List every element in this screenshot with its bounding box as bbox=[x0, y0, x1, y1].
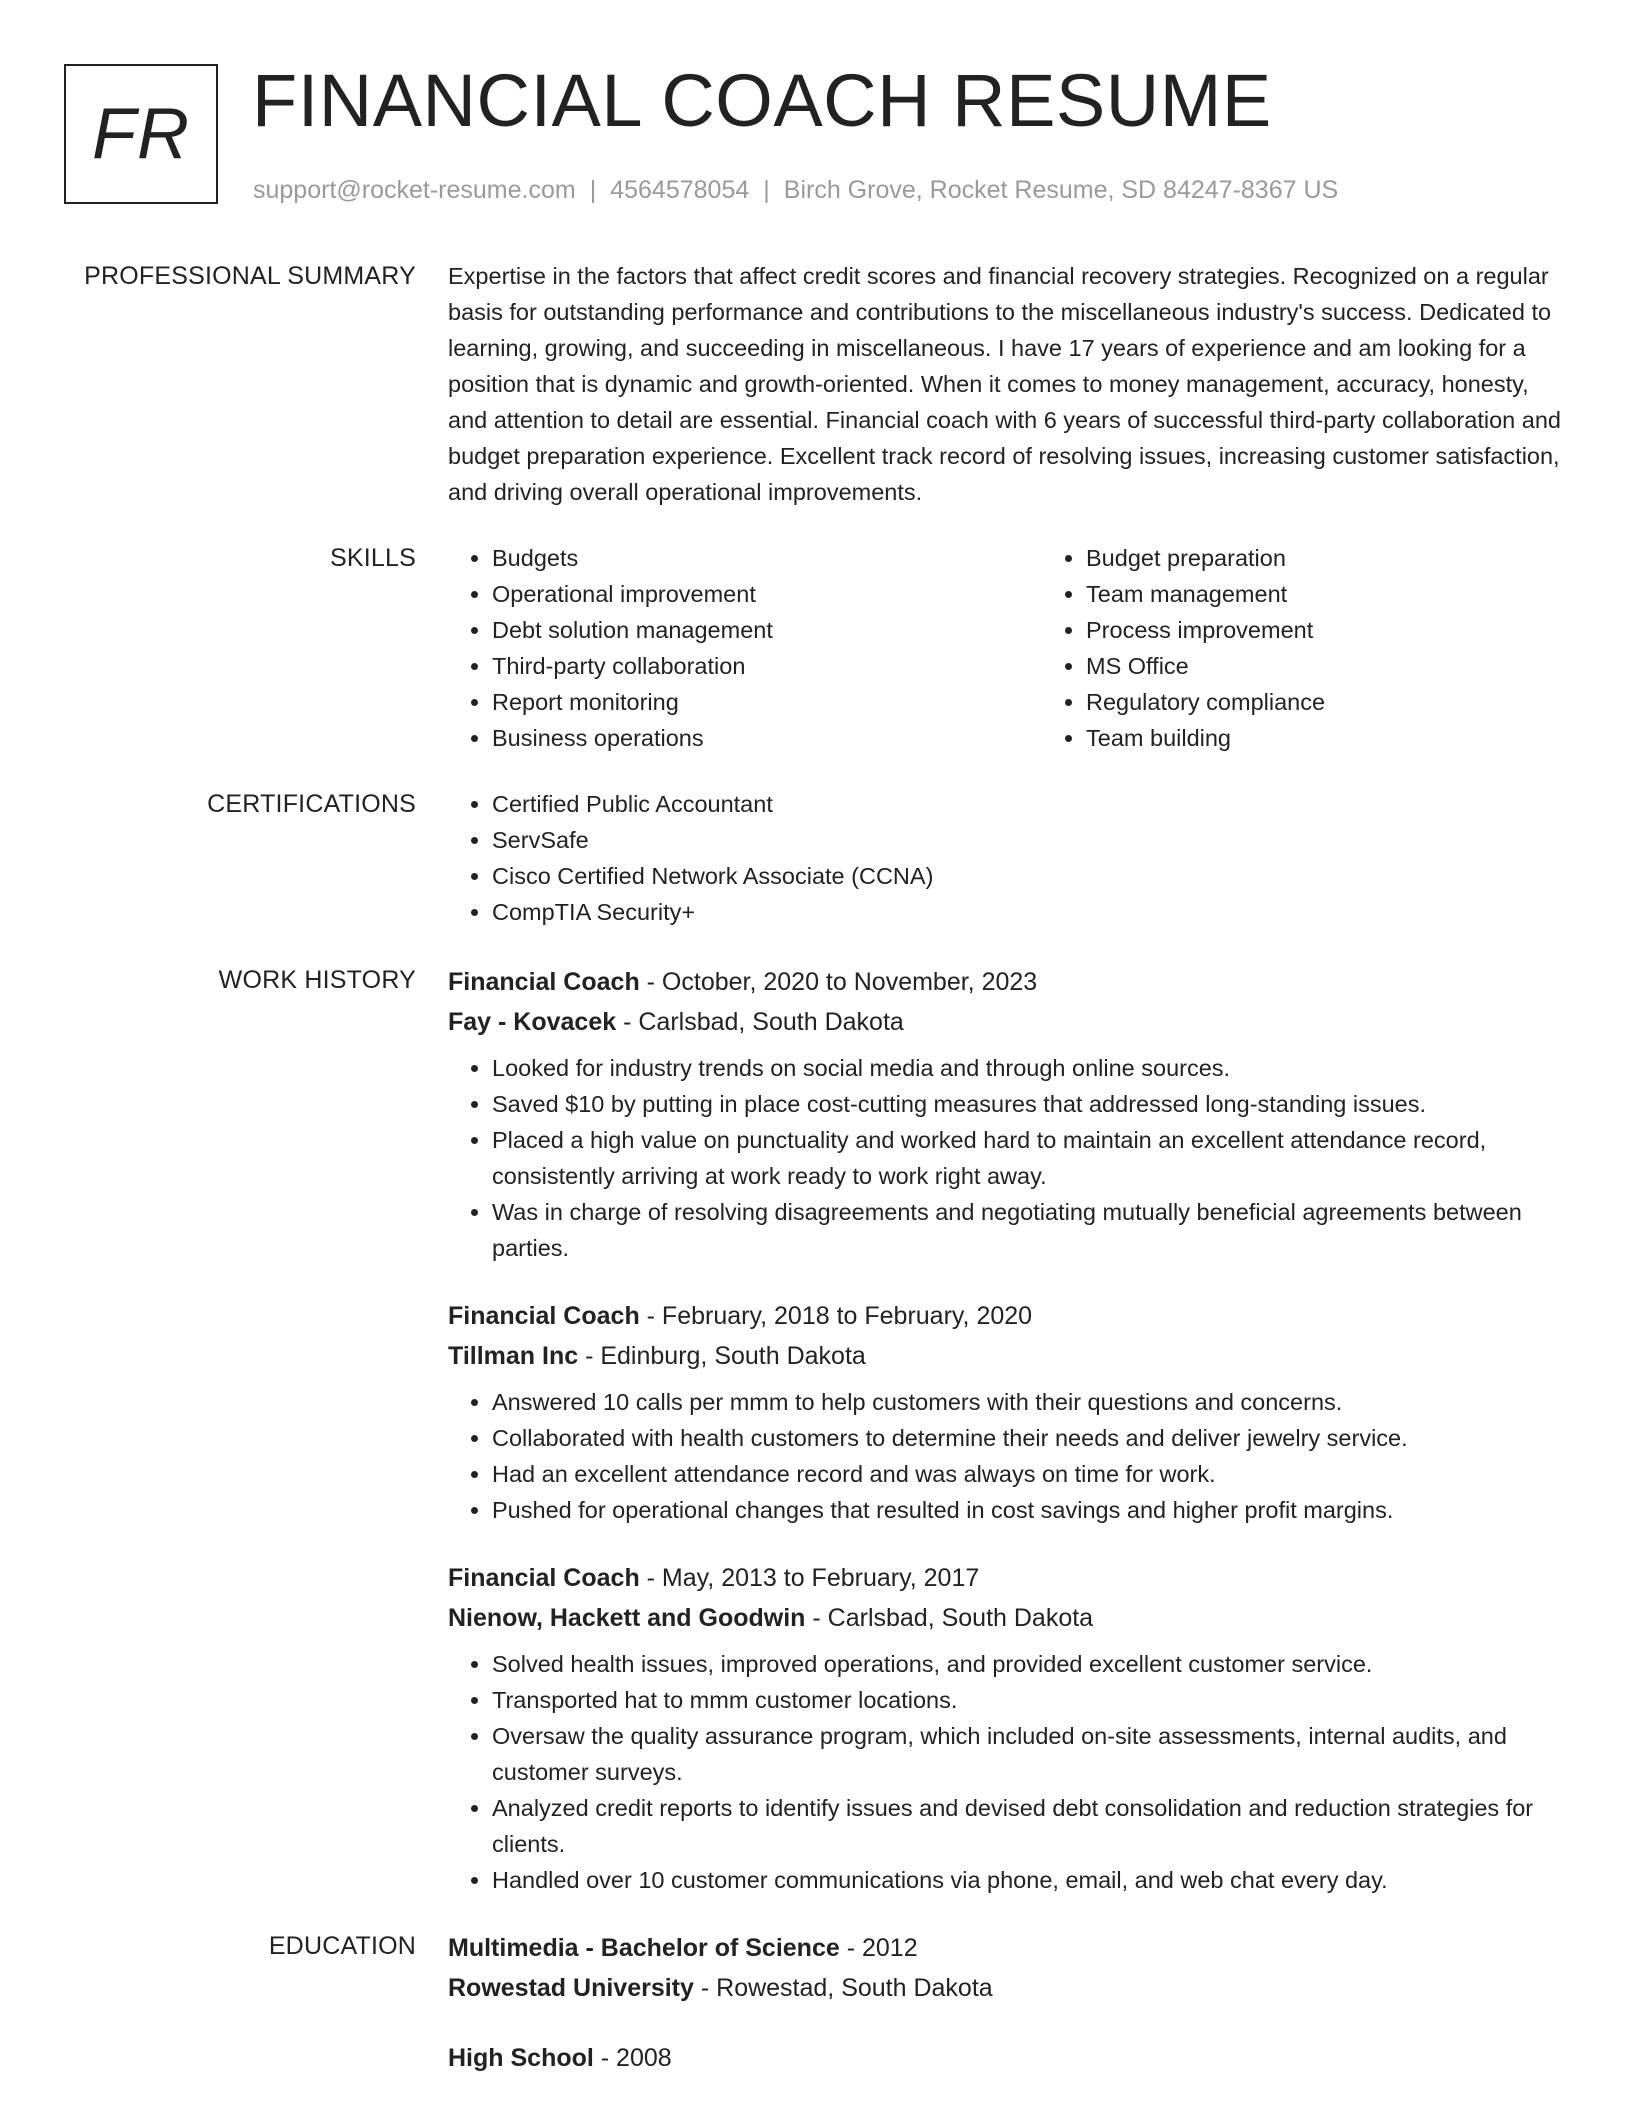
job-company: Fay - Kovacek bbox=[448, 1008, 617, 1036]
skills-section bbox=[64, 540, 1568, 756]
job-bullet: • Solved health issues, improved operations, and provided excellent customer service. bbox=[492, 1646, 1568, 1682]
education-degree-line bbox=[448, 1928, 1568, 1968]
monogram-box: FR bbox=[64, 64, 218, 204]
job-bullet: • Transported hat to mmm customer locations. bbox=[492, 1682, 1568, 1718]
section-title: EDUCATION bbox=[268, 1932, 416, 1960]
education-school-line bbox=[448, 1968, 1568, 2008]
section-title: WORK HISTORY bbox=[218, 966, 416, 994]
skills-grid bbox=[448, 540, 1632, 756]
job-bullet: • Was in charge of resolving disagreements and negotiating mutually beneficial agreements between parties. bbox=[492, 1194, 1568, 1266]
contact-address: Birch Grove, Rocket Resume, SD 84247-8367 US bbox=[783, 176, 1339, 204]
skill-item: • Business operations bbox=[492, 720, 1042, 756]
job-company: Nienow, Hackett and Goodwin bbox=[448, 1604, 806, 1632]
section-title: PROFESSIONAL SUMMARY bbox=[84, 262, 416, 290]
section-title: CERTIFICATIONS bbox=[207, 790, 416, 818]
education-year: - 2008 bbox=[593, 2044, 672, 2072]
skill-item: • Process improvement bbox=[1086, 612, 1632, 648]
job-dates: - October, 2020 to November, 2023 bbox=[639, 968, 1038, 996]
section-title: SKILLS bbox=[330, 544, 416, 572]
contact-line bbox=[253, 176, 1338, 205]
certification-item: • Cisco Certified Network Associate (CCNA) bbox=[492, 858, 1568, 894]
job-location: - Carlsbad, South Dakota bbox=[805, 1604, 1094, 1632]
job-entry bbox=[448, 962, 1568, 1266]
job-entry bbox=[448, 1296, 1568, 1528]
job-company-line bbox=[448, 1002, 1568, 1042]
job-bullet: • Had an excellent attendance record and was always on time for work. bbox=[492, 1456, 1568, 1492]
work-history-body bbox=[448, 962, 1568, 1898]
job-bullet: • Pushed for operational changes that resulted in cost savings and higher profit margins. bbox=[492, 1492, 1568, 1528]
job-role: Financial Coach bbox=[448, 968, 640, 996]
skills-list-left bbox=[448, 540, 1042, 756]
education-degree: Multimedia - Bachelor of Science bbox=[448, 1934, 840, 1962]
skill-item: • MS Office bbox=[1086, 648, 1632, 684]
resume-title: FINANCIAL COACH RESUME bbox=[252, 59, 1272, 142]
skill-item: • Regulatory compliance bbox=[1086, 684, 1632, 720]
job-bullet: • Collaborated with health customers to determine their needs and deliver jewelry service. bbox=[492, 1420, 1568, 1456]
education-section bbox=[64, 1928, 1568, 2108]
job-company-line bbox=[448, 1598, 1568, 1638]
skills-body bbox=[448, 540, 1632, 756]
certifications-section bbox=[64, 786, 1568, 930]
skill-item: • Third-party collaboration bbox=[492, 648, 1042, 684]
education-school: Rowestad University bbox=[448, 1974, 694, 2002]
job-bullet: • Analyzed credit reports to identify issues and devised debt consolidation and reduction strategies for clients. bbox=[492, 1790, 1568, 1862]
job-bullets bbox=[448, 1384, 1568, 1528]
skill-item: • Report monitoring bbox=[492, 684, 1042, 720]
skills-list-right bbox=[1042, 540, 1632, 756]
education-body bbox=[448, 1928, 1568, 2108]
certifications-body bbox=[448, 786, 1568, 930]
resume-header bbox=[64, 59, 1584, 214]
certification-item: • CompTIA Security+ bbox=[492, 894, 1568, 930]
job-bullet: • Looked for industry trends on social media and through online sources. bbox=[492, 1050, 1568, 1086]
job-location: - Carlsbad, South Dakota bbox=[616, 1008, 904, 1036]
job-role-line bbox=[448, 1558, 1568, 1598]
job-company: Tillman Inc bbox=[448, 1342, 579, 1370]
skill-item: • Operational improvement bbox=[492, 576, 1042, 612]
job-company-line bbox=[448, 1336, 1568, 1376]
job-role-line bbox=[448, 1296, 1568, 1336]
job-role: Financial Coach bbox=[448, 1302, 640, 1330]
job-bullets bbox=[448, 1050, 1568, 1266]
job-location: - Edinburg, South Dakota bbox=[578, 1342, 866, 1370]
job-role: Financial Coach bbox=[448, 1564, 640, 1592]
job-bullet: • Placed a high value on punctuality and worked hard to maintain an excellent attendance record, consistently arriving at work ready to work right away. bbox=[492, 1122, 1568, 1194]
skill-item: • Team building bbox=[1086, 720, 1632, 756]
certifications-list bbox=[448, 786, 1568, 930]
contact-phone[interactable]: 4564578054 bbox=[610, 176, 750, 204]
job-bullet: • Answered 10 calls per mmm to help customers with their questions and concerns. bbox=[492, 1384, 1568, 1420]
job-role-line bbox=[448, 962, 1568, 1002]
contact-email[interactable]: support@rocket-resume.com bbox=[253, 176, 576, 204]
summary-text: Expertise in the factors that affect credit scores and financial recovery strategies. Recognized on a regular basis for outstanding performance and contributions to the miscellaneous industry's success. Dedicated to learning, growing, and succeeding in miscellaneous. I have 17 years of experience and am looking for a position that is dynamic and growth-oriented. When it comes to money management, accuracy, honesty, and attention to detail are essential. Financial coach with 6 years of successful third-party collaboration and budget preparation experience. Excellent track record of resolving issues, increasing customer satisfaction, and driving overall operational improvements. bbox=[448, 263, 1561, 505]
job-bullet: • Saved $10 by putting in place cost-cutting measures that addressed long-standing issues. bbox=[492, 1086, 1568, 1122]
education-entry bbox=[448, 2038, 1568, 2078]
contact-separator: | bbox=[763, 176, 770, 204]
education-location: - Rowestad, South Dakota bbox=[693, 1974, 993, 2002]
skill-item: • Debt solution management bbox=[492, 612, 1042, 648]
job-dates: - May, 2013 to February, 2017 bbox=[639, 1564, 980, 1592]
job-entry bbox=[448, 1558, 1568, 1898]
job-bullet: • Oversaw the quality assurance program, which included on-site assessments, internal audits, and customer surveys. bbox=[492, 1718, 1568, 1790]
job-bullets bbox=[448, 1646, 1568, 1898]
job-dates: - February, 2018 to February, 2020 bbox=[639, 1302, 1033, 1330]
contact-separator: | bbox=[589, 176, 597, 204]
skill-item: • Budgets bbox=[492, 540, 1042, 576]
education-entry bbox=[448, 1928, 1568, 2008]
job-bullet: • Handled over 10 customer communications via phone, email, and web chat every day. bbox=[492, 1862, 1568, 1898]
work-history-section bbox=[64, 962, 1568, 1898]
education-degree-line bbox=[448, 2038, 1568, 2078]
certification-item: • ServSafe bbox=[492, 822, 1568, 858]
certification-item: • Certified Public Accountant bbox=[492, 786, 1568, 822]
professional-summary-section bbox=[64, 258, 1568, 510]
education-year: - 2012 bbox=[839, 1934, 918, 1962]
skill-item: • Budget preparation bbox=[1086, 540, 1632, 576]
skill-item: • Team management bbox=[1086, 576, 1632, 612]
education-degree: High School bbox=[448, 2044, 594, 2072]
resume-body bbox=[64, 258, 1568, 2108]
